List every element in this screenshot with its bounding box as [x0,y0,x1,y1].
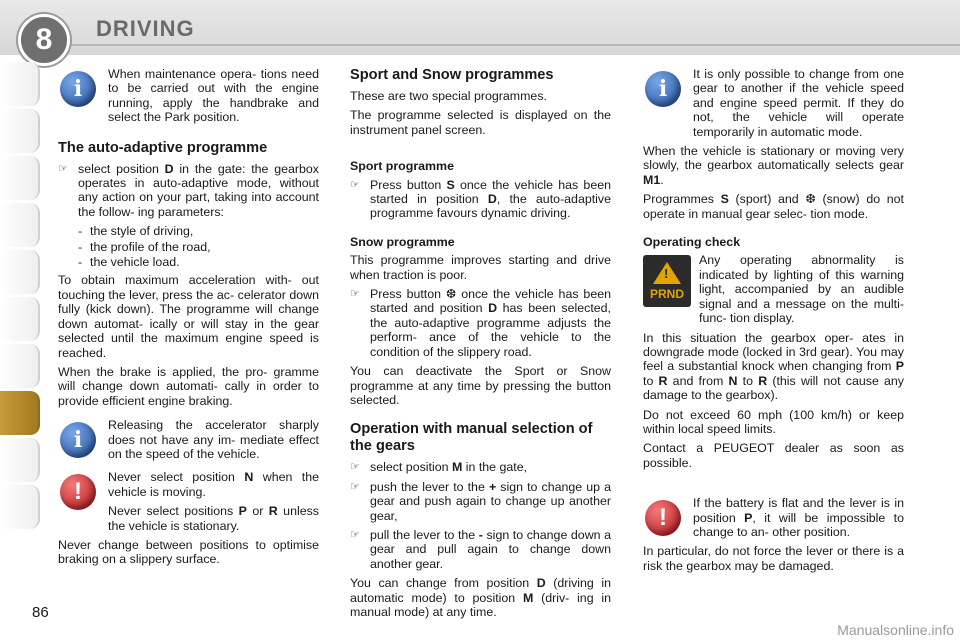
pointing-hand-icon: ☞ [350,178,360,191]
chapter-tab[interactable] [0,156,40,200]
warning-park-reverse: Never select positions P or R unless the vehicle is stationary. [108,504,320,533]
operating-check-text: Any operating abnormality is indicated by lighting of this warning light, accompanied by an audible signal and a message on the multi-func- tion display. [699,253,904,326]
heading-auto-adaptive: The auto-adaptive programme [58,139,268,156]
pointing-hand-icon: ☞ [350,461,360,474]
bullet-select-d: ☞ select position D in the gate: the gearbox operates in auto-adaptive mode, without any action on your part, taking into account the follow- ing parameters: [58,161,319,219]
bullet-manual-plus: ☞ push the lever to the + sign to change up a gear and push again to change up another gear, [350,479,611,523]
page-title: DRIVING [96,16,195,41]
programmes-display: The programme selected is displayed on the instrument panel screen. [350,108,611,137]
chapter-tab-active[interactable] [0,391,40,435]
heading-sport-programme: Sport programme [350,159,454,174]
header-rule [22,44,960,46]
left-column [58,67,319,572]
snow-intro: This programme improves starting and drive when traction is poor. [350,253,611,282]
list-item: - the vehicle load. [78,255,180,270]
deactivate-paragraph: You can deactivate the Sport or Snow programme at any time by pressing the button selected. [350,364,611,407]
chapter-tabs [0,62,40,532]
braking-paragraph: When the brake is applied, the pro- gramme will change down automati- cally in order to provide efficient engine braking. [58,364,319,408]
heading-sport-snow: Sport and Snow programmes [350,67,554,83]
speed-limit-paragraph: Do not exceed 60 mph (100 km/h) or keep within local speed limits. [643,407,904,436]
programmes-intro: These are two special programmes. [350,89,547,103]
heading-snow-programme: Snow programme [350,234,455,249]
chapter-tab[interactable] [0,438,40,482]
chapter-tab[interactable] [0,250,40,294]
pointing-hand-icon: ☞ [58,162,68,175]
right-column [643,67,904,578]
gear-change-note: It is only possible to change from one gear to another if the vehicle speed and engine speed permit. If they do not, the vehicle will operate temporarily in automatic mode. [693,67,904,139]
chapter-tab[interactable] [0,344,40,388]
warning-icon: ! [60,474,96,510]
info-icon: i [60,422,96,458]
info-icon: i [60,71,96,107]
stationary-paragraph: When the vehicle is stationary or moving very slowly, the gearbox automatically selects gear M1. [643,144,904,187]
snowflake-icon: ❆ [805,192,816,207]
middle-column [350,67,611,624]
slippery-paragraph: Never change between positions to optimise braking on a slippery surface. [58,537,319,567]
bullet-manual-minus: ☞ pull the lever to the - sign to change down a gear and pull again to change down another gear. [350,527,611,571]
list-item: - the style of driving, [78,224,194,239]
list-item: - the profile of the road, [78,239,211,254]
page-number: 86 [32,604,49,621]
snowflake-icon: ❆ [445,287,457,302]
warning-neutral: Never select position N when the vehicle is moving. [108,470,319,499]
bullet-manual-m: ☞ select position M in the gate, [350,460,528,475]
warning-icon: ! [645,500,681,536]
chapter-tab[interactable] [0,62,40,106]
info-icon: i [645,71,681,107]
pointing-hand-icon: ☞ [350,288,360,301]
force-lever-paragraph: In particular, do not force the lever or there is a risk the gearbox may be damaged. [643,544,904,573]
battery-warning: If the battery is flat and the lever is in position P, it will be impossible to change to an- other position. [693,496,904,539]
downgrade-paragraph: In this situation the gearbox oper- ates in downgrade mode (locked in 3rd gear). You may feel a substantial knock when changing from P to R and from N to R (this will not cause any damage to the gearbox). [643,330,904,403]
kickdown-paragraph: To obtain maximum acceleration with- out touching the lever, press the ac- celerator down fully (kick down). The programme will change down automat- ically or will stay in the gear selected until the maximum engine speed is reached. [58,273,319,360]
maintenance-note: When maintenance opera- tions need to be carried out with the engine running, apply the handbrake and select the Park position. [108,67,319,125]
pointing-hand-icon: ☞ [350,480,360,493]
chapter-tab[interactable] [0,485,40,529]
pointing-hand-icon: ☞ [350,528,360,541]
bullet-snow: ☞ Press button ❆ once the vehicle has been started and position D has been selected, the auto-adaptive programme adjusts the perform- ance of the vehicle to the condition of the slippery road. [350,287,612,359]
accelerator-note: Releasing the accelerator sharply does not have any im- mediate effect on the speed of the vehicle. [108,418,319,461]
bullet-sport: ☞ Press button S once the vehicle has been started in position D, the auto-adaptive programme favours dynamic driving. [350,177,612,221]
chapter-badge: 8 [18,14,70,66]
heading-manual: Operation with manual selection of the gears [350,421,593,455]
programmes-manual-paragraph: Programmes S (sport) and ❆ (snow) do not operate in manual gear selec- tion mode. [643,192,904,221]
chapter-tab[interactable] [0,109,40,153]
gearbox-warning-light-icon: ! PRND [643,255,691,307]
heading-operating-check: Operating check [643,235,741,250]
manual-change-paragraph: You can change from position D (driving in automatic mode) to position M (driv- ing in manual mode) at any time. [350,576,611,619]
chapter-tab[interactable] [0,297,40,341]
dealer-paragraph: Contact a PEUGEOT dealer as soon as possible. [643,441,904,470]
watermark: Manualsonline.info [837,622,954,638]
chapter-tab[interactable] [0,203,40,247]
